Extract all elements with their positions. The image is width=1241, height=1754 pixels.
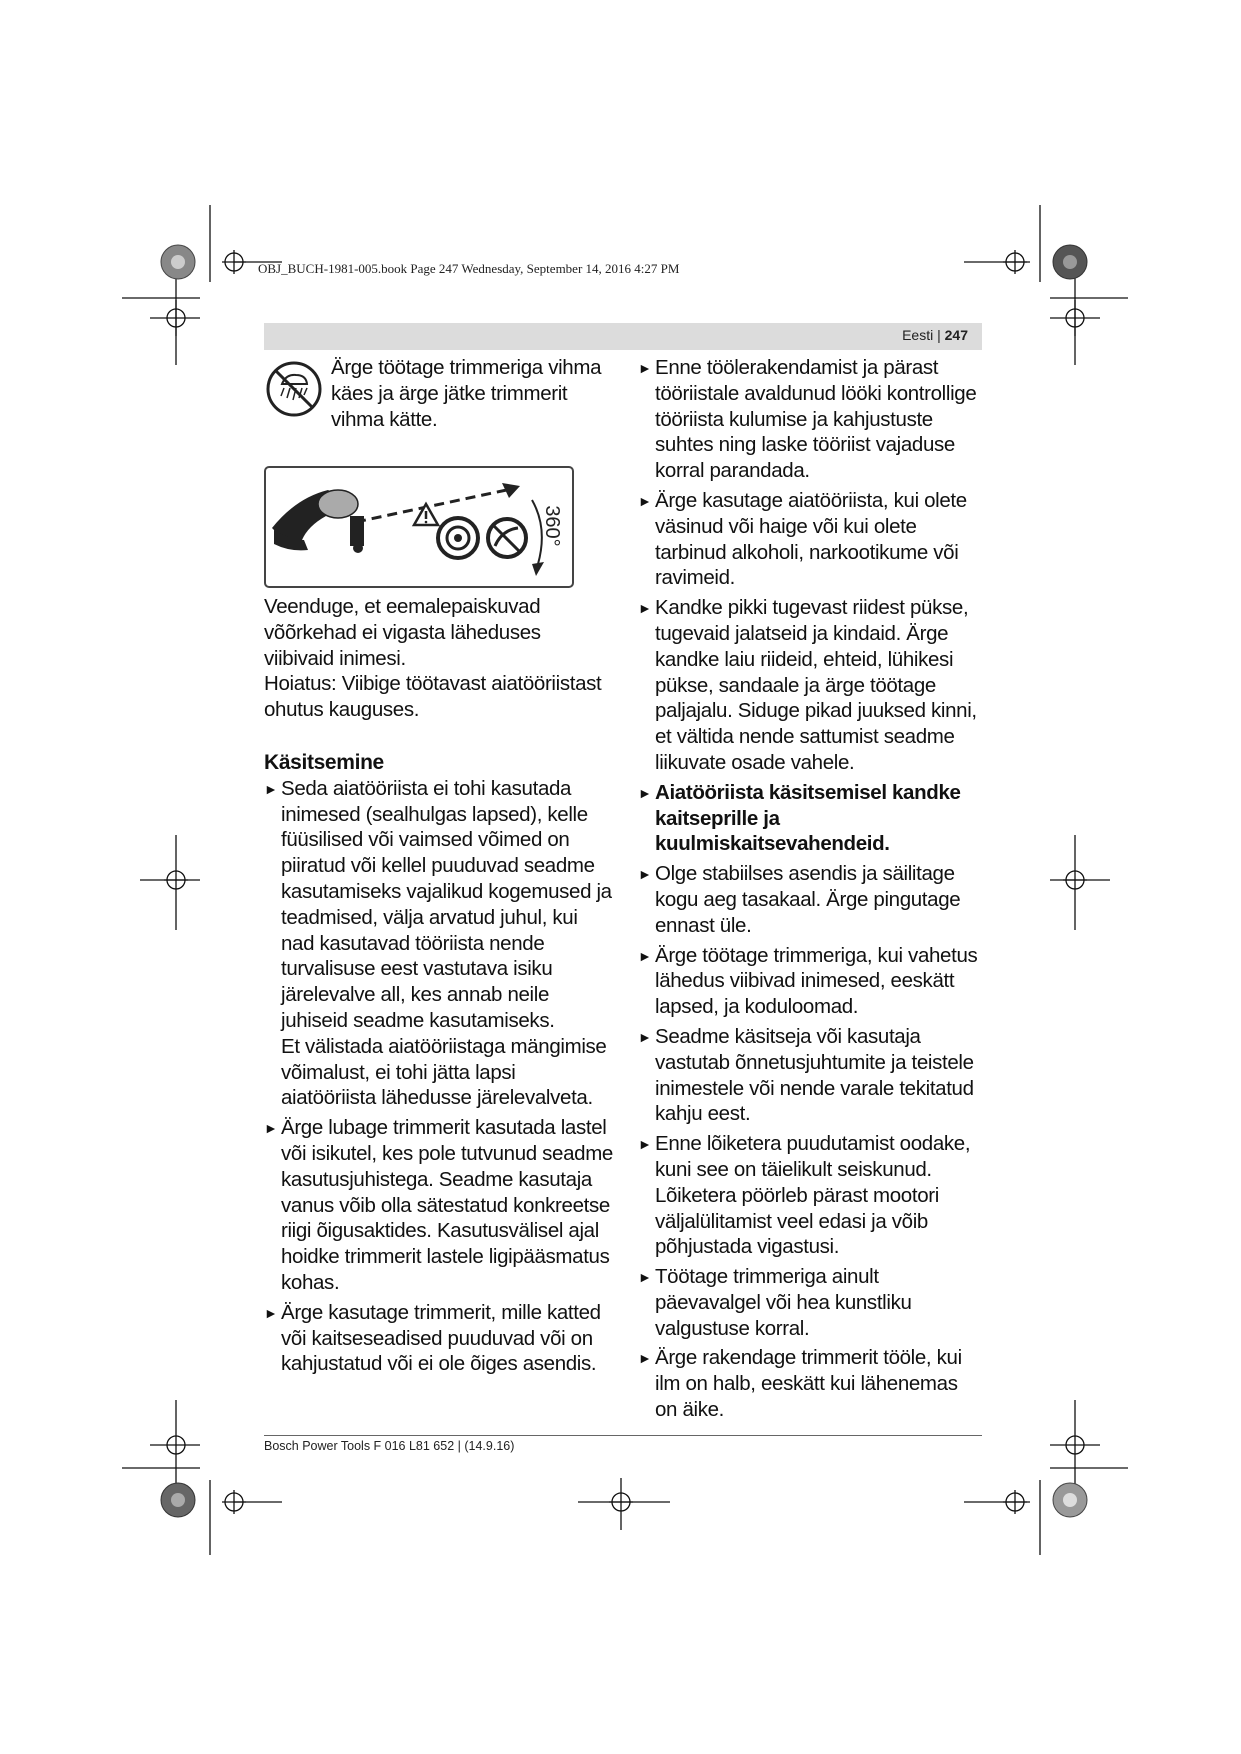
- list-item-text: Enne töölerakendamist ja pärast tööriistale avaldunud löökі kontrollige tööriista kulumise ja kahjustuste suhtes ning laske tööriist vajaduse korral parandada.: [655, 356, 977, 483]
- bullet-icon: ►: [638, 1269, 652, 1286]
- list-item: [638, 595, 984, 776]
- list-item-text: Ärge rakendage trimmerit tööle, kui ilm on halb, eeskätt kui lähenemas on äike.: [655, 1346, 962, 1422]
- page-number: 247: [944, 327, 968, 343]
- color-wheel-top-right: [1053, 245, 1087, 279]
- list-item: [638, 861, 984, 938]
- list-item-text: Seadme käsitseja või kasutaja vastutab õnnetusjuhtumite ja teistele inimestele või nende varale tekitatud kahju eest.: [655, 1024, 974, 1126]
- bullet-icon: ►: [264, 1304, 278, 1321]
- list-item: [638, 1024, 984, 1127]
- list-item: [638, 355, 984, 484]
- bullet-icon: ►: [264, 780, 278, 797]
- registration-mark-top-left: [122, 205, 282, 365]
- bullet-icon: ►: [638, 492, 652, 509]
- no-rain-icon: [264, 360, 324, 418]
- list-item-text: Aiatööriista käsitsemisel kandke kaitseprille ja kuulmiskaitsevahendeid.: [655, 780, 961, 856]
- bullet-icon: ►: [638, 866, 652, 883]
- color-wheel-bottom-right: [1053, 1483, 1087, 1517]
- bullet-icon: ►: [264, 1120, 278, 1137]
- list-item: [638, 1264, 984, 1341]
- list-item: [638, 488, 984, 591]
- list-item-text: Enne lõiketera puudutamist oodake, kuni see on täielikult seiskunud. Lõiketera pöörleb pärast mootori väljalülitamist veel edasi ja võib põhjustada vigastusi.: [655, 1132, 971, 1259]
- debris-warning: Veenduge, et eemalepaiskuvad võõrkehad ei vigasta läheduses viibivaid inimesi.: [264, 595, 541, 670]
- list-item: [264, 1115, 614, 1296]
- distance-warning: Hoiatus: Viibige töötavast aiatööriistast ohutus kauguses.: [264, 672, 602, 722]
- list-item: [638, 1131, 984, 1260]
- bullet-icon: ►: [638, 1350, 652, 1367]
- list-item-text: Ärge töötage trimmeriga, kui vahetus lähedus viibivad inimesed, eeskätt lapsed, ja koduloomad.: [655, 943, 978, 1019]
- safety-illustration: [264, 466, 574, 588]
- registration-mark-bottom-right: [964, 1400, 1128, 1555]
- list-item: [264, 776, 614, 1111]
- color-wheel-top-left: [161, 245, 195, 279]
- bullet-icon: ►: [638, 947, 652, 964]
- footer-text: Bosch Power Tools F 016 L81 652 | (14.9.16): [264, 1439, 515, 1453]
- registration-mark-bottom-center: [578, 1478, 670, 1530]
- footer-rule: [264, 1435, 982, 1436]
- bullet-icon: ►: [638, 1028, 652, 1045]
- header-language: Eesti: [902, 327, 934, 343]
- trimmer-illustration: [266, 468, 572, 586]
- color-wheel-bottom-left: [161, 1483, 195, 1517]
- bullet-icon: ►: [638, 1136, 652, 1153]
- list-item: [638, 1345, 984, 1422]
- list-item-text: Ärge kasutage aiatööriista, kui olete väsinud või haige või kui olete tarbinud alkoholi, narkootikume või ravimeid.: [655, 488, 967, 590]
- print-info: OBJ_BUCH-1981-005.book Page 247 Wednesday, September 14, 2016 4:27 PM: [258, 261, 680, 276]
- bullet-icon: ►: [638, 784, 652, 801]
- list-item-text: Ärge lubage trimmerit kasutada lastel või isikutel, kes pole tutvunud seadme kasutusjuhistega. Seadme kasutaja vanus võib olla sätestatud konkreetse riigi õigusaktides. Kasutusvälisel ajal hoidke trimmerit lastele ligipääsmatus kohas.: [281, 1116, 613, 1294]
- page-header: [264, 323, 982, 350]
- registration-mark-top-right: [964, 205, 1128, 365]
- list-item-text: Seda aiatööriista ei tohi kasutada inimesed (sealhulgas lapsed), kelle füüsilised või vaimsed võimed on piiratud või kellel puuduvad seadme kasutamiseks vajalikud kogemused ja teadmised, välja arvatud juhul, kui nad kasutavad tööriista nende turvalisuse eest vastutava isiku järelevalve all, kes annab neile juhiseid seadme kasutamiseks.: [281, 776, 612, 1032]
- list-item: [638, 943, 984, 1020]
- registration-mark-mid-right: [1050, 835, 1110, 930]
- list-item-text: Ärge kasutage trimmerit, mille katted või kaitseseadised puuduvad või on kahjustatud või ei ole õiges asendis.: [281, 1300, 601, 1376]
- list-item-text: Olge stabiilses asendis ja säilitage kogu aeg tasakaal. Ärge pingutage ennast üle.: [655, 862, 961, 937]
- list-item-text: Töötage trimmeriga ainult päevavalgel või hea kunstliku valgustuse korral.: [655, 1265, 912, 1340]
- rotation-label: 360°: [541, 505, 563, 547]
- list-item-text: Kandke pikki tugevast riidest pükse, tugevaid jalatseid ja kindaid. Ärge kandke laiu riideid, ehteid, lühikesi pükse, sandaale ja ärge töötage paljajalu. Siduge pikad juuksed kinni, et vältida nende sattumist seadme liikuvate osade vahele.: [655, 596, 977, 774]
- list-item-continuation: Et välistada aiatööriistaga mängimise võimalust, ei tohi jätta lapsi aiatööriista lähedusse järelevalveta.: [281, 1034, 607, 1110]
- registration-mark-mid-left: [140, 835, 200, 930]
- list-item: [638, 780, 984, 857]
- list-item: [264, 1300, 614, 1377]
- registration-mark-bottom-left: [122, 1400, 282, 1555]
- section-title: Käsitsemine: [264, 750, 384, 774]
- rain-warning: Ärge töötage trimmeriga vihma käes ja ärge jätke trimmerit vihma kätte.: [331, 356, 602, 431]
- page-label: Eesti | 247: [902, 327, 968, 343]
- bullet-icon: ►: [638, 360, 652, 376]
- bullet-icon: ►: [638, 600, 652, 617]
